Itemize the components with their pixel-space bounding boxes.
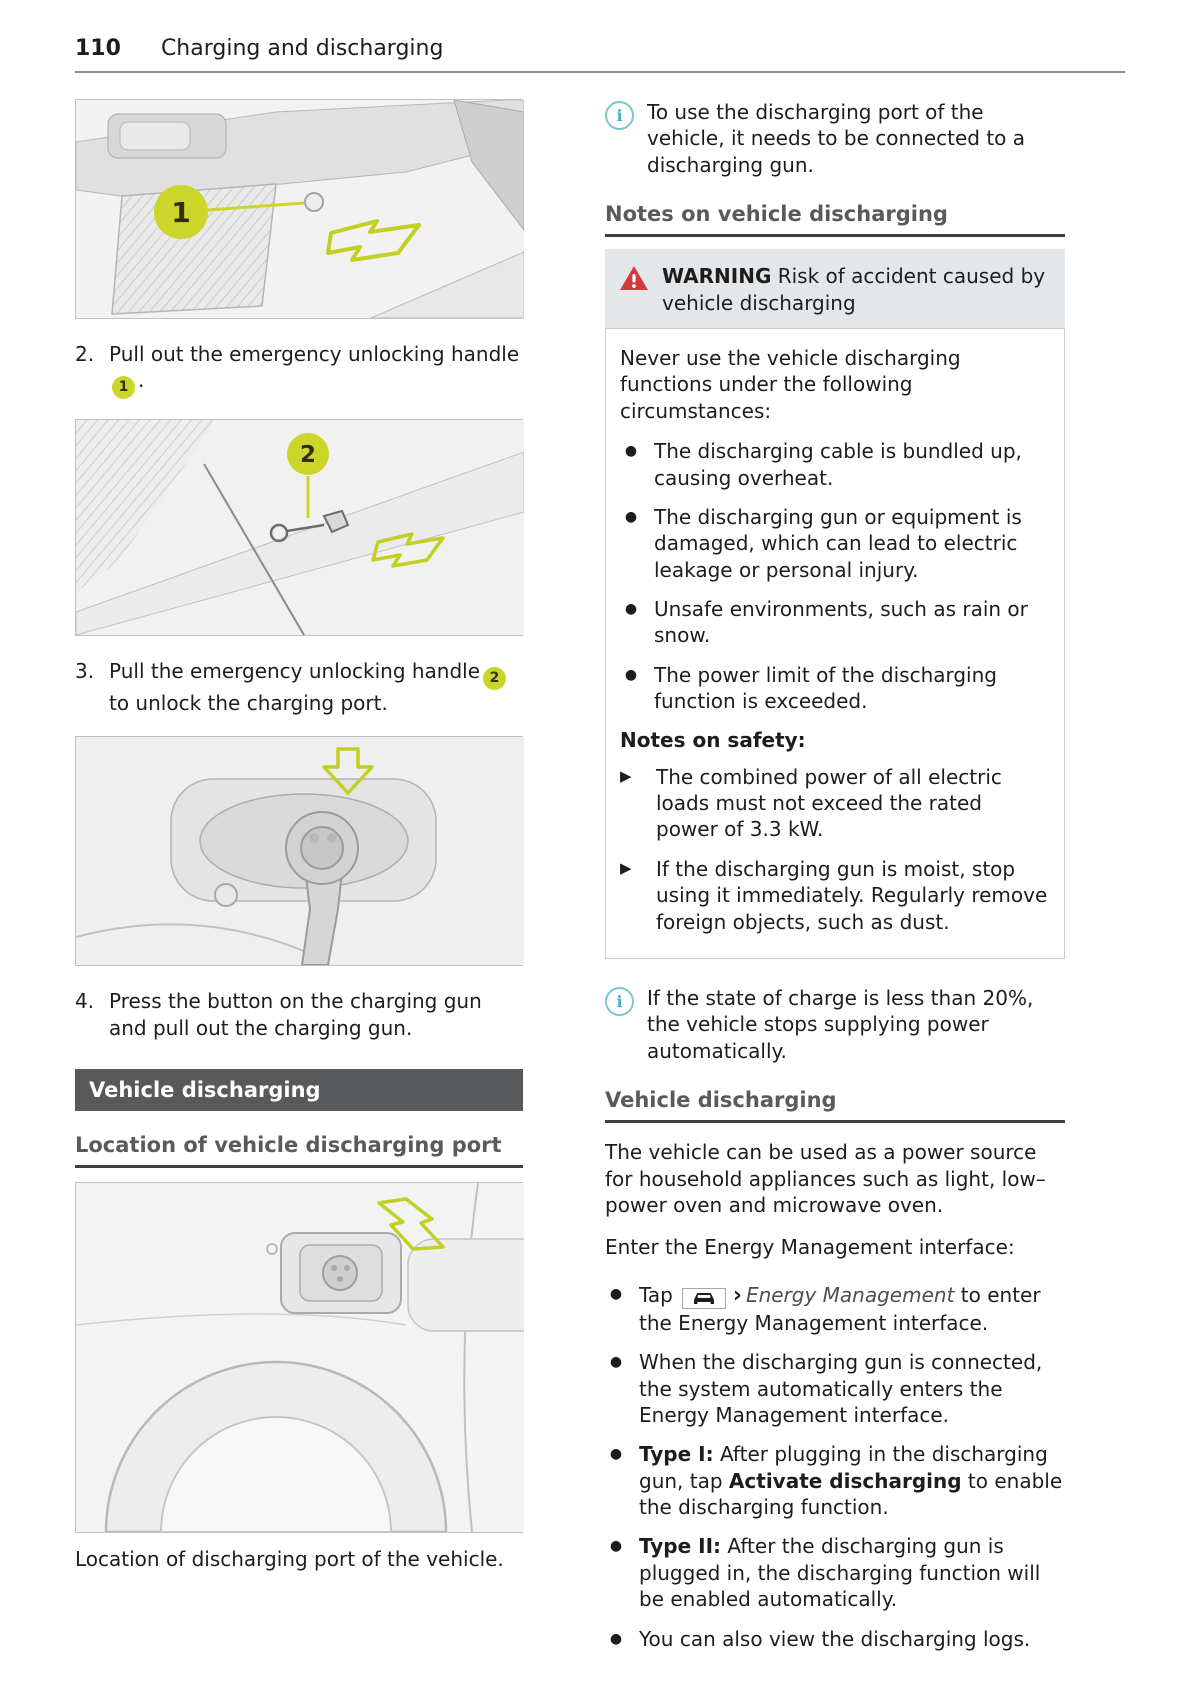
warning-bullet-3: ● Unsafe environments, such as rain or snow.: [620, 596, 1050, 649]
safety-item-1: ▶ The combined power of all electric loads must not exceed the rated power of 3.3 kW.: [620, 764, 1002, 842]
bullet-type-2: [605, 1533, 1065, 1612]
bullet-text: Type I: After plugging in the discharging gun, tap Activate discharging to enable the discharging function.: [639, 1442, 1063, 1520]
figure-caption: Location of discharging port of the vehicle.: [75, 1547, 504, 1572]
warning-bullet-2: ● The discharging gun or equipment is damaged, which can lead to electric leakage or personal injury.: [620, 504, 1050, 583]
figure-charging-gun-in-port: [75, 736, 523, 966]
callout-2-inline-badge: 2: [483, 667, 506, 690]
warning-bullet-1: ● The discharging cable is bundled up, causing overheat.: [620, 438, 1050, 491]
paragraph-power-source: The vehicle can be used as a power source for household appliances such as light, low–power oven and microwave oven.: [605, 1140, 1046, 1217]
step-2-text: Pull out the emergency unlocking handle1 .: [109, 341, 523, 399]
bullet-dot-icon: ●: [624, 601, 638, 618]
bullet-text: Type II: After the discharging gun is plugged in, the discharging function will be enabled automatically.: [639, 1534, 1041, 1612]
figure-emergency-unlock-handle: [75, 419, 523, 636]
warning-intro: Never use the vehicle discharging functions under the following circumstances:: [620, 345, 961, 423]
step-2: [75, 341, 523, 399]
safety-item-2: ▶ If the discharging gun is moist, stop using it immediately. Regularly remove foreign objects, such as dust.: [620, 856, 1048, 934]
warning-bullet-4: ● The power limit of the discharging function is exceeded.: [620, 662, 1050, 715]
info-icon: i: [605, 101, 634, 130]
right-column: [605, 99, 1065, 1665]
bullet-dot-icon: ●: [624, 508, 638, 525]
subheader-discharging-port-location: Location of vehicle discharging port: [75, 1133, 523, 1168]
figure-discharging-port-location: [75, 1182, 523, 1533]
bullet-dot-icon: ●: [609, 1446, 623, 1463]
triangle-bullet-icon: ▶: [620, 858, 632, 877]
warning-box-header: [605, 249, 1065, 328]
step-3-number: 3.: [75, 659, 95, 684]
bullet-dot-icon: ●: [609, 1354, 623, 1371]
page-header: [75, 36, 1125, 73]
paragraph-enter-interface: Enter the Energy Management interface:: [605, 1235, 1015, 1260]
figure-trunk-unlock-handle-location: [75, 99, 523, 319]
svg-text:1: 1: [171, 196, 191, 229]
info-note-discharging-gun: [605, 99, 1065, 178]
step-4-number: 4.: [75, 989, 95, 1014]
bullet-dot-icon: ●: [624, 666, 638, 683]
bullet-dot-icon: ●: [609, 1630, 623, 1647]
bullet-text: Tap › Energy Management to enter the Energy Management interface.: [639, 1282, 1041, 1335]
section-banner-vehicle-discharging: Vehicle discharging: [75, 1069, 523, 1111]
step-4-text: Press the button on the charging gun and pull out the charging gun.: [109, 989, 482, 1040]
step-2-number: 2.: [75, 342, 95, 366]
info-note-text: If the state of charge is less than 20%, the vehicle stops supplying power automatically.: [647, 985, 1034, 1063]
warning-icon: [619, 265, 649, 316]
chevron-right-icon: ›: [732, 1282, 742, 1308]
car-icon: [692, 1291, 716, 1306]
chapter-title: Charging and discharging: [160, 36, 444, 61]
bullet-dot-icon: ●: [609, 1285, 623, 1302]
section-header-notes-on-vehicle-discharging: Notes on vehicle discharging: [605, 202, 1065, 237]
step-3-text: Pull the emergency unlocking handle 2 to unlock the charging port.: [109, 658, 523, 716]
step-4: [75, 988, 523, 1041]
triangle-bullet-icon: ▶: [620, 766, 632, 785]
info-note-state-of-charge: [605, 985, 1065, 1064]
menu-item-energy-management: Energy Management: [745, 1282, 955, 1307]
callout-1-inline-badge: 1: [112, 376, 135, 399]
bullet-tap-energy-management: [605, 1281, 1065, 1336]
notes-on-safety-title: Notes on safety:: [620, 727, 806, 752]
callout-1-badge: [154, 185, 208, 239]
info-icon: i: [605, 987, 634, 1016]
svg-text:2: 2: [299, 442, 317, 469]
left-column: [75, 99, 523, 1665]
info-note-text: To use the discharging port of the vehicle, it needs to be connected to a discharging gun.: [647, 100, 1026, 177]
page-number: 110: [75, 36, 121, 61]
bullet-type-1: [605, 1441, 1065, 1520]
callout-2-badge: [287, 433, 329, 475]
bullet-dot-icon: ●: [609, 1538, 623, 1555]
discharging-port-flap-drawing: [267, 1233, 401, 1313]
car-menu-button: [682, 1288, 726, 1309]
section-header-vehicle-discharging: Vehicle discharging: [605, 1088, 1065, 1123]
warning-box-body: [605, 328, 1065, 959]
bullet-discharging-logs: ● You can also view the discharging logs.: [605, 1626, 1065, 1652]
bullet-dot-icon: ●: [624, 443, 638, 460]
warning-text: WARNING Risk of accident caused by vehicle discharging: [662, 264, 1046, 315]
bullet-auto-enter: ● When the discharging gun is connected, the system automatically enters the Energy Management interface.: [605, 1349, 1065, 1428]
step-3: [75, 658, 523, 716]
